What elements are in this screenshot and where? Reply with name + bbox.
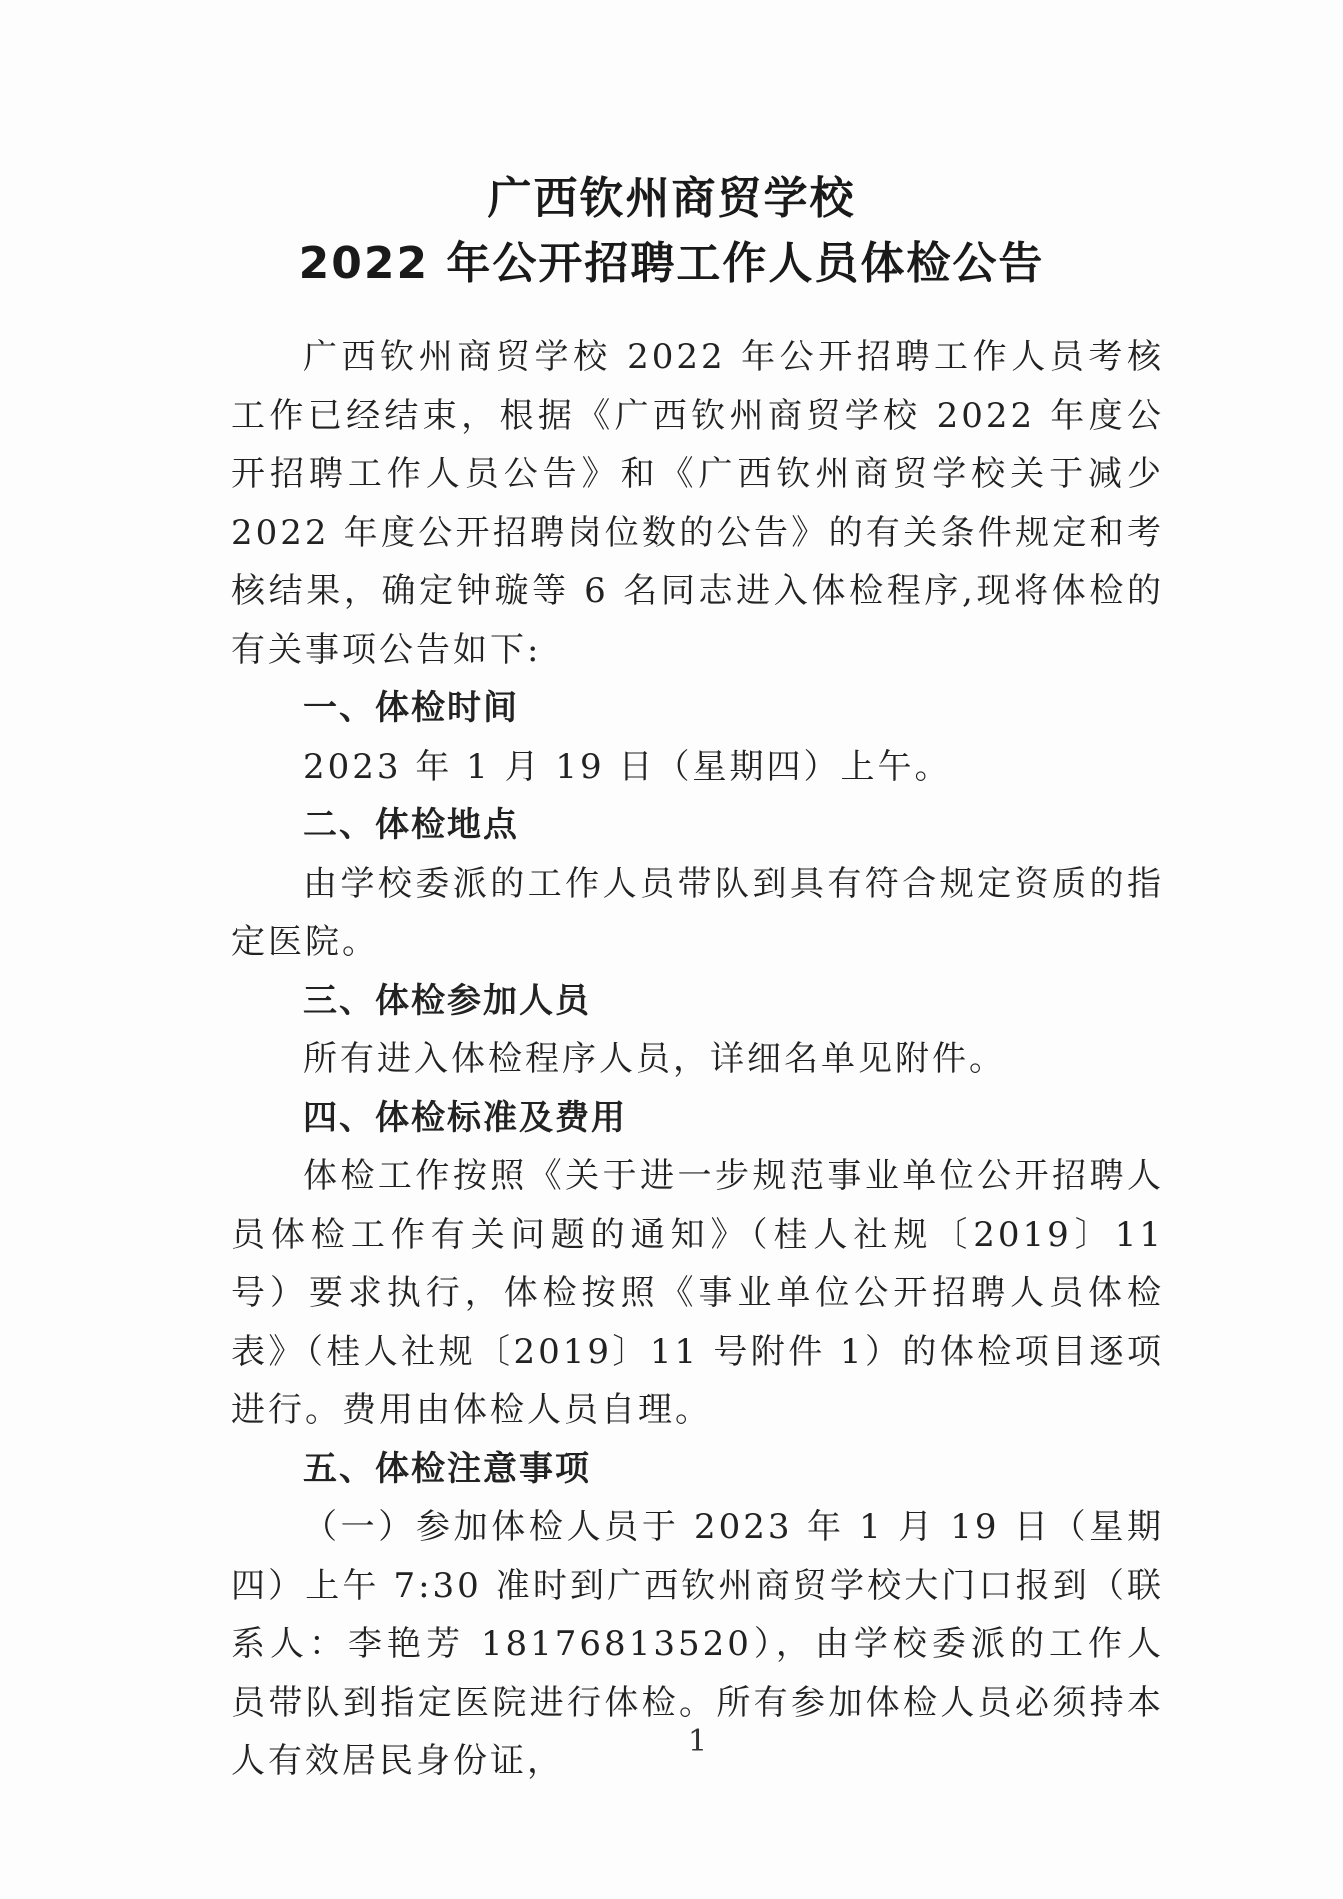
section-text-notes: （一）参加体检人员于 2023 年 1 月 19 日（星期四）上午 7:30 准时到广西钦州商贸学校大门口报到（联系人：李艳芳 18176813520），由学校委派的工作人员带队到指定医院进行体检。所有参加体检人员必须持本人有效居民身份证， <box>231 1507 1164 1781</box>
intro-paragraph: 广西钦州商贸学校 2022 年公开招聘工作人员考核工作已经结束，根据《广西钦州商贸学校 2022 年度公开招聘工作人员公告》和《广西钦州商贸学校关于减少 2022 年度公开招聘岗位数的公告》的有关条件规定和考核结果，确定钟璇等 6 名同志进入体检程序,现将体检的有关事项公告如下: <box>231 337 1164 670</box>
page-number: 1 <box>687 1724 708 1759</box>
section-text-standards-fees: 体检工作按照《关于进一步规范事业单位公开招聘人员体检工作有关问题的通知》（桂人社规〔2019〕11 号）要求执行，体检按照《事业单位公开招聘人员体检表》（桂人社规〔2019〕11 号附件 1）的体检项目逐项进行。费用由体检人员自理。 <box>231 1156 1164 1430</box>
section-heading-notes: 五、体检注意事项 <box>303 1448 591 1489</box>
document-body <box>231 328 1164 1791</box>
document-title-line1: 广西钦州商贸学校 <box>487 173 856 224</box>
section-heading-participants: 三、体检参加人员 <box>303 980 591 1021</box>
document-title-line2: 2022 年公开招聘工作人员体检公告 <box>298 238 1045 289</box>
section-heading-standards-fees: 四、体检标准及费用 <box>303 1097 627 1138</box>
section-heading-time: 一、体检时间 <box>303 688 519 728</box>
section-text-participants: 所有进入体检程序人员，详细名单见附件。 <box>303 1039 1006 1079</box>
section-heading-location: 二、体检地点 <box>303 805 519 845</box>
section-text-time: 2023 年 1 月 19 日（星期四）上午。 <box>303 746 952 787</box>
section-text-location: 由学校委派的工作人员带队到具有符合规定资质的指定医院。 <box>231 863 1164 962</box>
